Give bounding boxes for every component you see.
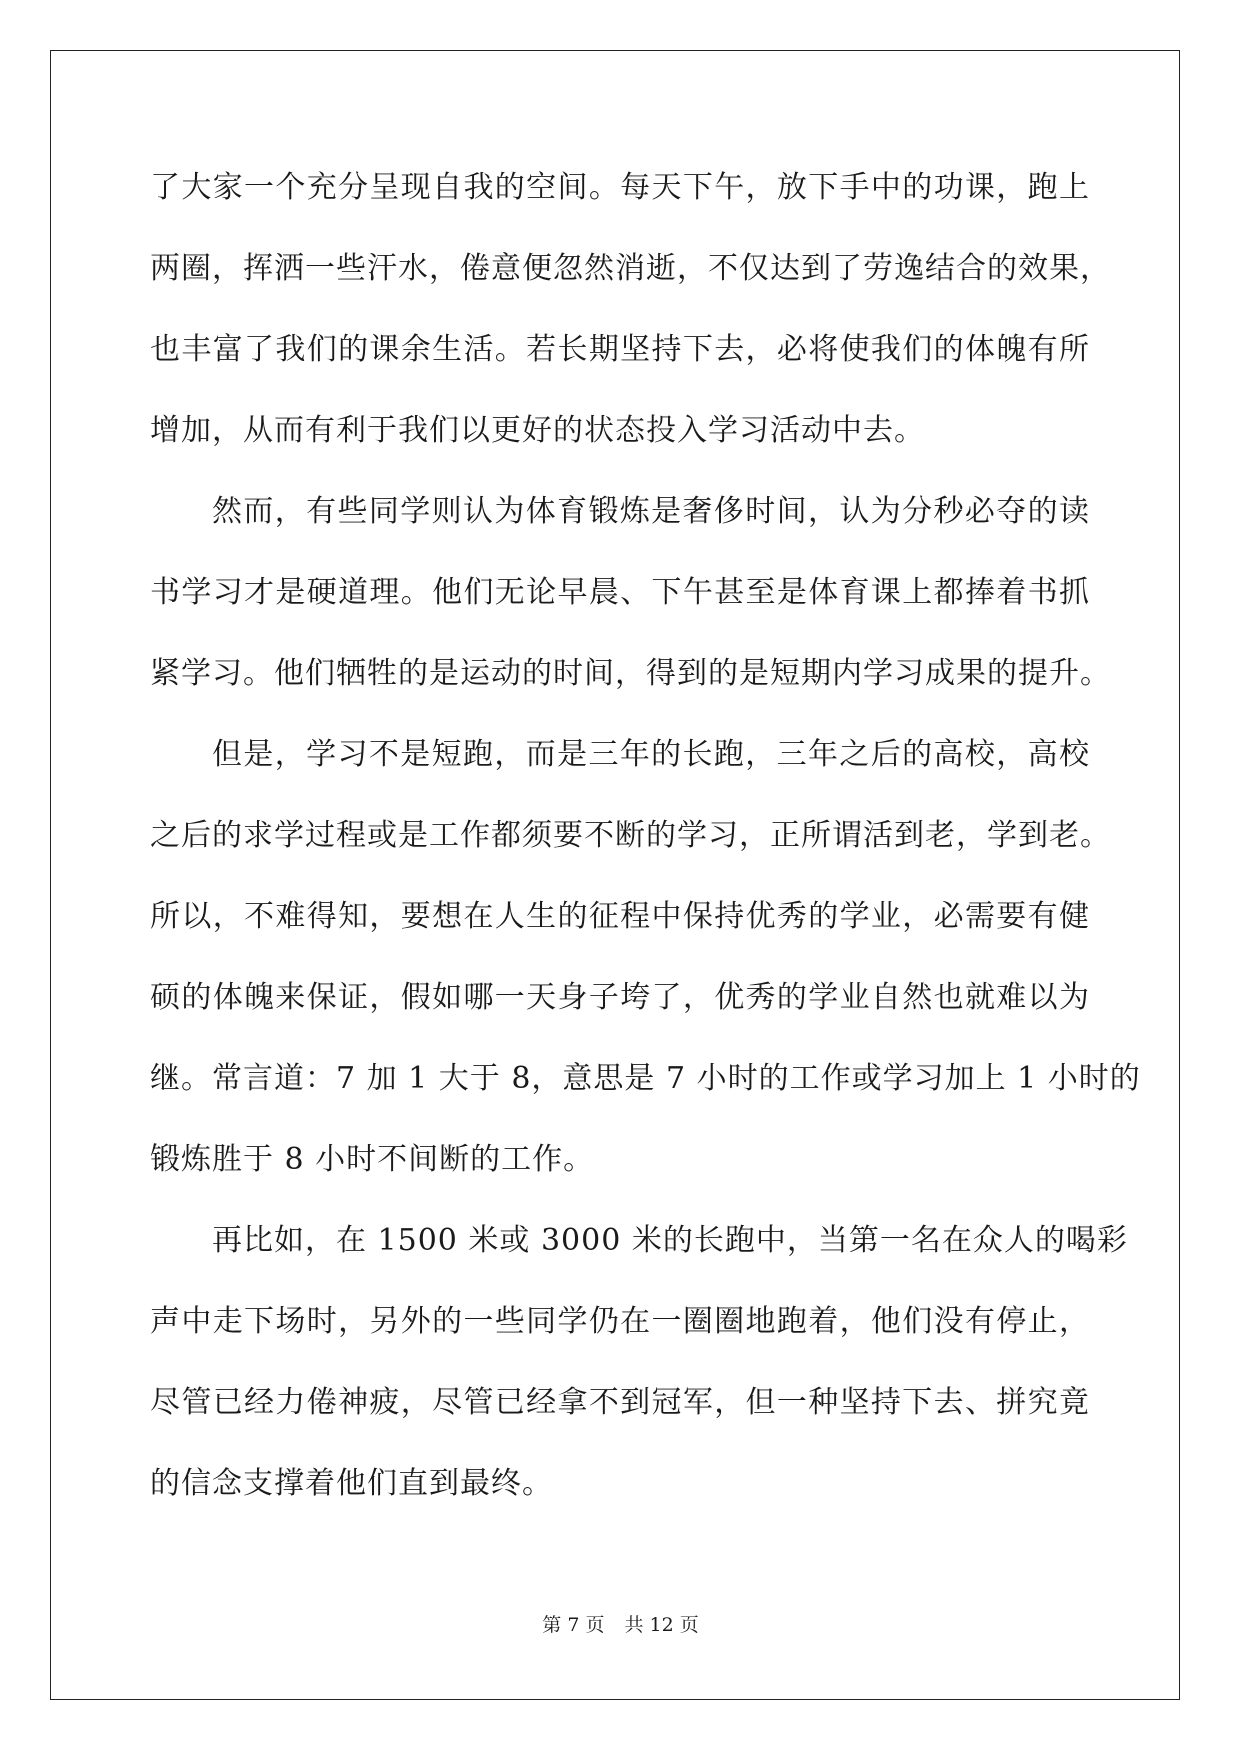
text-line: 尽管已经力倦神疲，尽管已经拿不到冠军，但一种坚持下去、拼究竟 bbox=[150, 1385, 1090, 1420]
text-line: 也丰富了我们的课余生活。若长期坚持下去，必将使我们的体魄有所 bbox=[150, 332, 1090, 367]
text-line: 之后的求学过程或是工作都须要不断的学习，正所谓活到老，学到老。 bbox=[150, 818, 1111, 853]
paragraph-first-line: 再比如，在 1500 米或 3000 米的长跑中，当第一名在众人的喝彩 bbox=[212, 1223, 1128, 1258]
text-line: 继。常言道：7 加 1 大于 8，意思是 7 小时的工作或学习加上 1 小时的 bbox=[150, 1061, 1141, 1096]
text-line: 紧学习。他们牺牲的是运动的时间，得到的是短期内学习成果的提升。 bbox=[150, 656, 1111, 691]
page-total: 共 12 页 bbox=[624, 1614, 699, 1636]
document-body bbox=[150, 163, 1141, 1540]
text-line: 两圈，挥洒一些汗水，倦意便忽然消逝，不仅达到了劳逸结合的效果， bbox=[150, 251, 1111, 286]
text-line: 所以，不难得知，要想在人生的征程中保持优秀的学业，必需要有健 bbox=[150, 899, 1090, 934]
text-line: 了大家一个充分呈现自我的空间。每天下午，放下手中的功课，跑上 bbox=[150, 170, 1090, 205]
text-line: 硕的体魄来保证，假如哪一天身子垮了，优秀的学业自然也就难以为 bbox=[150, 980, 1090, 1015]
text-line: 增加，从而有利于我们以更好的状态投入学习活动中去。 bbox=[150, 413, 925, 448]
page-number: 第 7 页 bbox=[542, 1614, 605, 1636]
text-line: 书学习才是硬道理。他们无论早晨、下午甚至是体育课上都捧着书抓 bbox=[150, 575, 1090, 610]
paragraph-first-line: 然而，有些同学则认为体育锻炼是奢侈时间，认为分秒必夺的读 bbox=[212, 494, 1090, 529]
paragraph-first-line: 但是，学习不是短跑，而是三年的长跑，三年之后的高校，高校 bbox=[212, 737, 1090, 772]
page-footer bbox=[0, 1612, 1241, 1638]
text-line: 锻炼胜于 8 小时不间断的工作。 bbox=[150, 1142, 595, 1177]
text-line: 的信念支撑着他们直到最终。 bbox=[150, 1466, 553, 1501]
text-line: 声中走下场时，另外的一些同学仍在一圈圈地跑着，他们没有停止， bbox=[150, 1304, 1090, 1339]
